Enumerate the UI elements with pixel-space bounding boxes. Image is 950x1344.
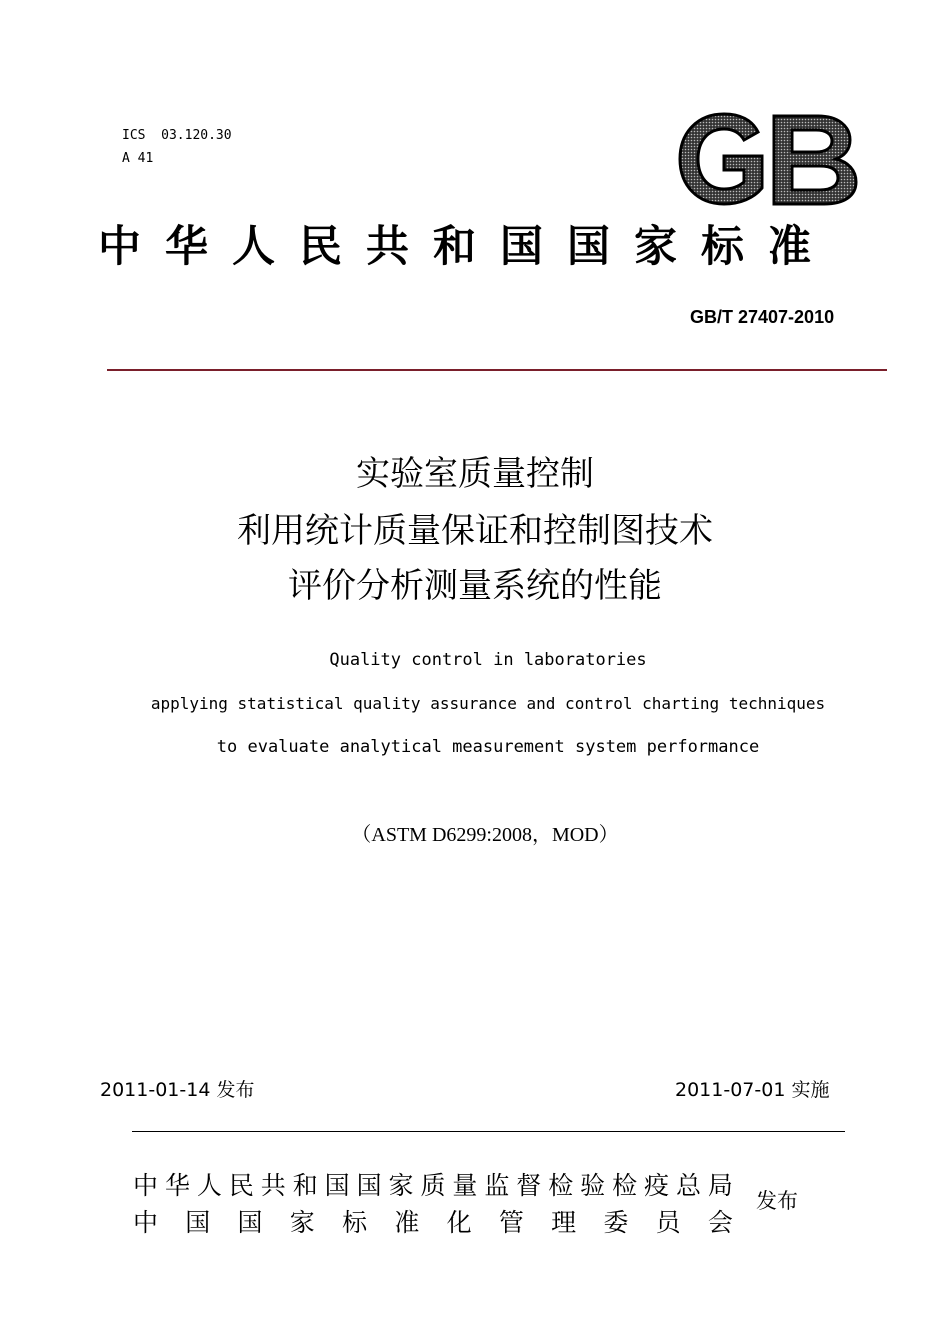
issuer-char: 家	[289, 1208, 315, 1237]
gb-logo	[678, 112, 860, 206]
standard-number: GB/T 27407-2010	[690, 307, 835, 327]
issuer-char: 量	[452, 1171, 478, 1200]
issuer-char: 标	[342, 1208, 368, 1237]
issuer-char: 化	[446, 1208, 472, 1237]
issuer-char: 国	[185, 1208, 211, 1237]
issuer-char: 国	[237, 1208, 263, 1237]
issuer-char: 总	[675, 1171, 701, 1200]
issuer-char: 会	[707, 1208, 733, 1237]
implementation-date: 2011-07-01 实施	[675, 1079, 830, 1101]
issuer-char: 中	[133, 1171, 159, 1200]
issuer-org-1	[133, 1166, 733, 1202]
issuer-char: 检	[548, 1171, 574, 1200]
zh-title-line-2: 利用统计质量保证和控制图技术	[237, 511, 713, 551]
en-title-line-2: applying statistical quality assurance and control charting techniques	[150, 694, 826, 713]
ics-code: ICS 03.120.30	[122, 128, 232, 143]
issuer-char: 检	[612, 1171, 638, 1200]
issuer-char: 和	[292, 1171, 318, 1200]
en-title-line-3: to evaluate analytical measurement system performance	[216, 737, 760, 757]
issuer-char: 共	[260, 1171, 286, 1200]
issuer-char: 管	[498, 1208, 524, 1237]
ccs-code: A 41	[122, 151, 154, 166]
publish-label: 发布	[756, 1189, 798, 1213]
issuer-char: 国	[356, 1171, 382, 1200]
header-divider	[107, 369, 887, 371]
issue-date: 2011-01-14 发布	[100, 1079, 255, 1101]
issuer-char: 督	[516, 1171, 542, 1200]
issuer-char: 验	[580, 1171, 606, 1200]
zh-title-line-3: 评价分析测量系统的性能	[288, 566, 662, 606]
zh-title-line-1: 实验室质量控制	[356, 454, 594, 494]
issuer-char: 局	[707, 1171, 733, 1200]
footer-divider	[132, 1131, 845, 1132]
issuer-char: 监	[484, 1171, 510, 1200]
issuer-char: 委	[603, 1208, 629, 1237]
issuer-org-2	[133, 1203, 733, 1239]
issuer-char: 民	[228, 1171, 254, 1200]
issuer-char: 中	[133, 1208, 159, 1237]
issuer-char: 员	[655, 1208, 681, 1237]
issuer-char: 华	[164, 1171, 190, 1200]
en-title-line-1: Quality control in laboratories	[329, 650, 647, 670]
issuer-char: 理	[551, 1208, 577, 1237]
issuer-char: 家	[388, 1171, 414, 1200]
issuer-char: 准	[394, 1208, 420, 1237]
issuer-char: 疫	[644, 1171, 670, 1200]
issuer-char: 质	[420, 1171, 446, 1200]
adoption-reference: （ASTM D6299:2008，MOD）	[351, 824, 619, 846]
issuer-char: 国	[324, 1171, 350, 1200]
national-standard-title: 中华人民共和国国家标准	[98, 222, 835, 272]
issuer-char: 人	[196, 1171, 222, 1200]
